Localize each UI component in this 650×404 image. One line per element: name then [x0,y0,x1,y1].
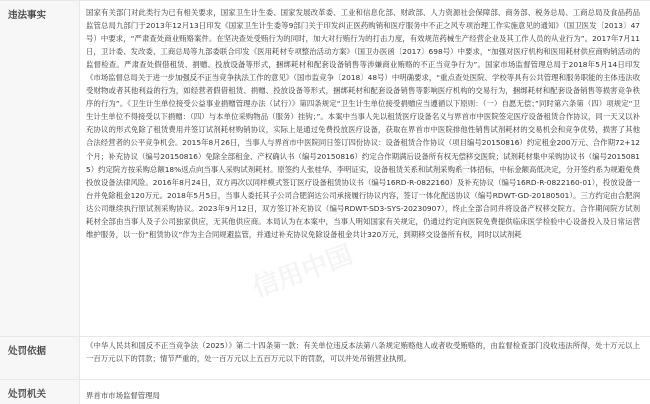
label-penalty-basis: 处罚依据 [0,337,80,379]
value-violation-facts: 国家有关部门对此类行为已有相关要求，国家卫生计生委、国家发展改革委、工业和信息化部、财政部、人力资源社会保障部、商务部、税务总局、工商总局及食品药品监管总局九部门于2013年12月13日印发《国家卫生计生委等9部门关于印发纠正医药购销和医疗服务中不正之风专项治理工作实施意见的通知》（国卫医发〔2013〕47号）中要求，“严肃查处商业贿赂案件。在坚决查处受贿行为的同时，加大对行贿行为的打击力度，有效规范药械生产经营企业及其工作人员的从业行为”。2017年7月11日，卫计委、发改委、工商总局等九部委联合印发《医用耗材专项整治活动方案》（国卫办医函〔2017〕698号）中要求，“加强对医疗机构和医用耗材供应商购销活动的监督检查。严肃查处假借租赁、捐赠、投放设备等形式，捆绑耗材和配套设备销售等涉嫌商业贿赂的不正当竞争行为”。国家市场监督管理总局于2018年5月14日印发《市场监督总局关于进一步加强反不正当竞争执法工作的意见》（国市监竞争〔2018〕48号）中明确要求，“重点查处医院、学校等具有公共管理和服务职能的主体违法收受财物或者其他利益的行为，如经营者假借租赁、捐赠、投放设备等形式，捆绑耗材和配套设备销售等影响医疗机构的交易行为，捆绑耗材和配套设备销售等损害竞争秩序的行为”。《卫生计生单位接受公益事业捐赠管理办法（试行）》第四条规定“卫生计生单位接受捐赠应当遵循以下原则：（一）自愿无偿；”同时第六条第（四）项规定“卫生计生单位不得接受以下捐赠：（四）与本单位采购物品（服务）挂钩；”。本案中当事人先以租赁医疗设备名义与界首市中医院签定医疗设备租赁合作协议，同一天又以补充协议的形式免除了租赁费用并签订试剂耗材购销协议，实际上是通过免费投放医疗设备，获取在界首市中医院排他性销售试剂耗材的交易机会和竞争优势，损害了其他合法经营者的公平竞争机会。2015年8月26日，当事人与界首市中医院同日签订四份协议：设备租赁合作协议（项目编号20150816）约定租金200万元、合作期72+12个月；补充协议（编号20150816）免除全部租金、产权确认书（编号20150816）约定合作期满后设备所有权无偿移交医院；试剂耗材集中采购协议书（编号20150815）约定院方按采购总额18%返点向当事人采购试剂耗材。原签约人张桂华、李明证实，设备租赁关系和试剂采购系一体招标，中标金额高低决定，分开签约系为规避免费投放设备法律风险。2016年8月24日，双方再次以同样模式签订医疗设备租赁协议书（编号16RD-R-0822160）及补充协议（编号16RD-R-0822160-01），投放设备一台并免除租金120万元。2018年5月5日，当事人委托其子公司合肥润达公司承接履行协议内容，签订一体化配送协议（编号RDWT-GD-20180501）。三方约定由合肥润达公司继续执行原试剂采购协议。2023年9月12日，双方签订补充协议（编号RDWT-SD3-SYS-20230907），终止全部合同并将设备产权移交院方。合作期间院方试剂耗材全部由当事人及子公司独家供应，无其他供应商。本局认为在本案中，当事人明知国家有关规定，仍通过约定向医院免费提供临床医学检验中心设备投入及日常运营维护服务，以一份“租赁协议”作为主合同规避监管，并通过补充协议免除设备租金共计320万元，到期移交设备所有权，同时以试剂耗 [86,8,640,239]
value-penalty-basis: 《中华人民共和国反不正当竞争法（2025）》第二十四条第一款：有关单位违反本法第八条规定贿赂他人或者收受贿赂的，由监督检查部门没收违法所得，处十万元以上一百万元以下的罚款；情节严重的，处一百万元以上五百万元以下的罚款，可以并处吊销营业执照。 [86,341,640,363]
row-violation-facts [0,1,650,337]
row-penalty-basis [0,337,650,380]
label-violation-facts: 违法事实 [0,1,80,336]
label-penalty-authority: 处罚机关 [0,380,80,404]
row-penalty-authority [0,380,650,404]
value-penalty-authority: 界首市市场监督管理局 [86,391,160,400]
